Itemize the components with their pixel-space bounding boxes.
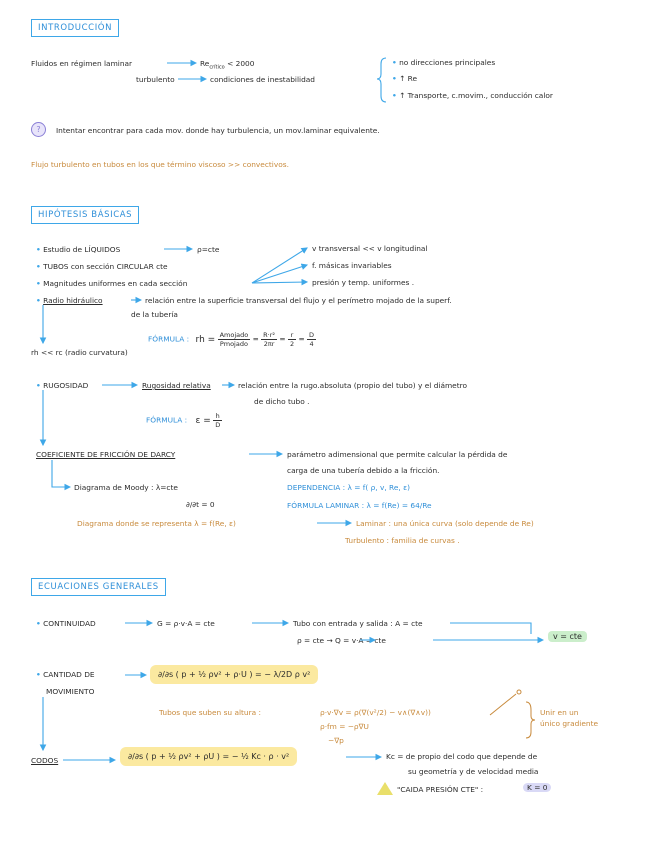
codos-label: CODOS (31, 756, 59, 765)
section-heading-ecuaciones: ECUACIONES GENERALES (31, 578, 166, 596)
moody-derivative: ∂/∂t = 0 (186, 500, 215, 509)
rugosidad-def-2: de dicho tubo . (254, 397, 310, 406)
rugosidad-formula: FÓRMULA : ε = $\frac{h}{D}$ (146, 412, 221, 429)
section-heading-introduccion: INTRODUCCIÓN (31, 19, 119, 37)
continuidad-result: v = cte (548, 631, 587, 642)
formula-laminar: FÓRMULA LAMINAR : λ = f(Re) = 64/Re (287, 501, 432, 510)
section-heading-hipotesis: HIPÓTESIS BÁSICAS (31, 206, 139, 224)
tubos-text: Tubos que suben su altura : (159, 708, 262, 717)
intro-bullet: • ↑ Transporte, c.movim., conducción calor (392, 91, 553, 100)
tubos-eq-2: ρ·fm = −ρ∇U (320, 722, 369, 731)
re-critico: $Re_{crítico} < 2000$ (200, 59, 255, 71)
rh-note: rh << rc (radio curvatura) (31, 348, 128, 357)
moody-diagram: Diagrama de Moody : λ=cte (74, 483, 178, 492)
hip-right-3: presión y temp. uniformes . (312, 278, 415, 287)
hip-bullet-liquidos: • Estudio de LÍQUIDOS (36, 245, 121, 254)
rugosidad-relativa: Rugosidad relativa (142, 381, 211, 390)
darcy-def: parámetro adimensional que permite calcular la pérdida de (287, 450, 508, 459)
question-text: Intentar encontrar para cada mov. donde hay turbulencia, un mov.laminar equivalente. (56, 126, 380, 135)
intro-bullet: • ↑ Re (392, 74, 417, 83)
darcy-def-2: carga de una tubería debido a la fricción. (287, 466, 440, 475)
continuidad-tubo: Tubo con entrada y salida : A = cte (293, 619, 423, 628)
unir-text-2: único gradiente (540, 719, 599, 728)
radio-def: relación entre la superficie transversal del flujo y el perímetro mojado de la superf. (145, 296, 452, 305)
rho-cte: ρ=cte (197, 245, 220, 254)
codos-equation: ∂/∂s ( p + ½ ρv² + ρU ) = − ½ Kc · ρ · v² (120, 747, 297, 766)
unir-text: Unir en un (540, 708, 579, 717)
hip-right-2: f. másicas invariables (312, 261, 392, 270)
caida-presion: "CAIDA PRESIÓN CTE" : (397, 785, 484, 794)
turbulento-text: Turbulento : familia de curvas . (345, 536, 460, 545)
flujo-turbulento-note: Flujo turbulento en tubos en los que término viscoso >> convectivos. (31, 160, 289, 169)
intro-bullet: • no direcciones principales (392, 58, 496, 67)
continuidad-q: ρ = cte → Q = v·A = cte (297, 636, 386, 645)
cdm-label: • CANTIDAD DE (36, 670, 95, 679)
laminar-text: Laminar : una única curva (solo depende de Re) (356, 519, 534, 528)
rh-formula: FÓRMULA : rh = $\frac{\text{Amojado}}{\text{Pmojado}}$ = $\frac{\text{R·r²}}{2\pi r}$ = $\frac{r}{2}$ = $\frac{D}{4}$ (148, 331, 315, 348)
hip-bullet-tubos: • TUBOS con sección CIRCULAR cte (36, 262, 168, 271)
k-zero: K = 0 (523, 783, 551, 792)
turbulento-text: turbulento (136, 75, 175, 84)
cdm-equation: ∂/∂s ( p + ½ ρv² + ρ·U ) = − λ/2D ρ v² (150, 665, 318, 684)
tubos-eq-3: −∇p (328, 736, 344, 745)
rugosidad-label: • RUGOSIDAD (36, 381, 89, 390)
question-icon: ? (31, 122, 46, 137)
inestabilidad-text: condiciones de inestabilidad (210, 75, 315, 84)
hip-bullet-magnitudes: • Magnitudes uniformes en cada sección (36, 279, 188, 288)
cdm-label-2: MOVIMIENTO (46, 687, 95, 696)
rugosidad-def: relación entre la rugo.absoluta (propio del tubo) y el diámetro (238, 381, 468, 390)
tubos-eq-1: ρ·v·∇v = ρ(∇(v²/2) − v∧(∇∧v)) (320, 708, 431, 717)
radio-def-2: de la tubería (131, 310, 178, 319)
continuidad-eq: G = ρ·v·A = cte (157, 619, 215, 628)
hip-right-1: v transversal << v longitudinal (312, 244, 428, 253)
radio-hidraulico: • Radio hidráulico (36, 296, 103, 305)
darcy-label: COEFICIENTE DE FRICCIÓN DE DARCY (36, 450, 176, 459)
continuidad-label: • CONTINUIDAD (36, 619, 96, 628)
kc-text: Kc = de propio del codo que depende de (386, 752, 538, 761)
dependencia: DEPENDENCIA : λ = f( ρ, v, Re, ε) (287, 483, 410, 492)
kc-text-2: su geometría y de velocidad media (408, 767, 539, 776)
diagrama-text: Diagrama donde se representa λ = f(Re, ε) (77, 519, 236, 528)
fluidos-text: Fluidos en régimen laminar (31, 59, 133, 68)
